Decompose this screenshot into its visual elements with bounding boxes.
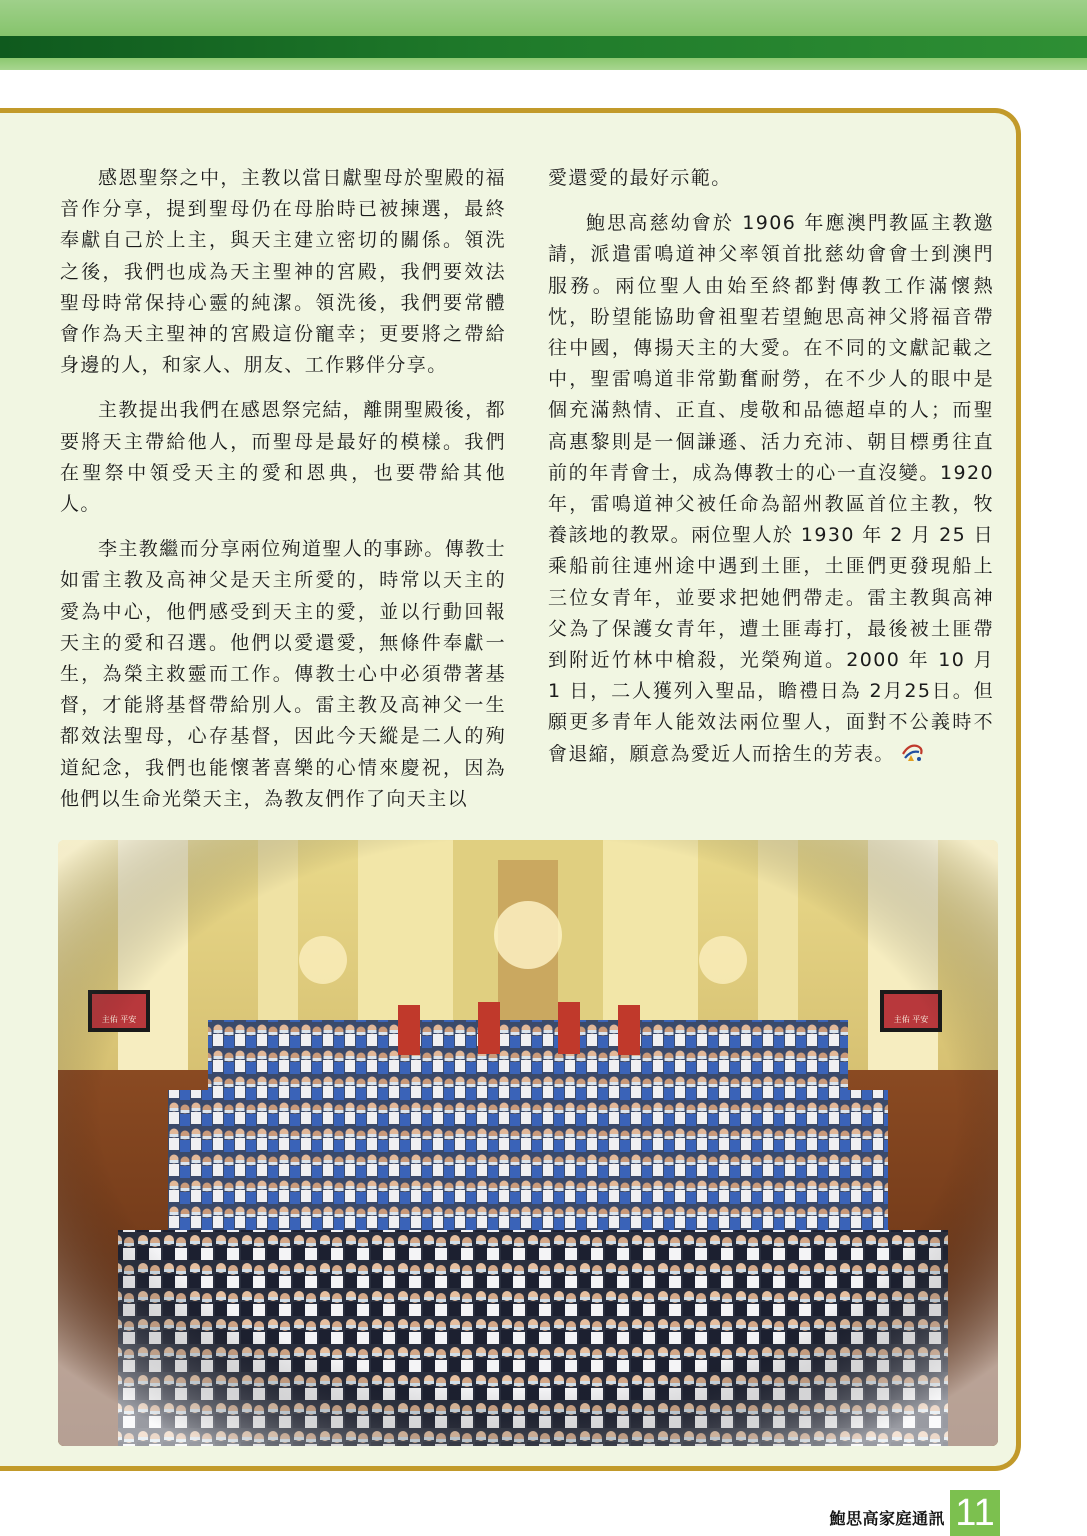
left-paragraph-3: 李主教繼而分享兩位殉道聖人的事跡。傳教士如雷主教及高神父是天主所愛的，時常以天主的愛為中心，他們感受到天主的愛，並以行動回報天主的愛和召選。他們以愛還愛，無條件奉獻一生，為榮主救靈而工作。傳教士心中必須帶著基督，才能將基督帶給別人。雷主教及高神父一生都效法聖母，心存基督，因此今天縱是二人的殉道紀念，我們也能懷著喜樂的心情來慶祝，因為他們以生命光榮天主，為教友們作了向天主以 (60, 538, 507, 810)
right-paragraph-1: 愛還愛的最好示範。 (548, 167, 732, 189)
page-number: 11 (950, 1490, 1000, 1536)
header-band-dark (0, 36, 1087, 58)
salesian-logo-icon (899, 740, 927, 764)
publication-title: 鮑思高家庭通訊 (829, 1509, 945, 1528)
right-column (548, 163, 994, 784)
church-group-photo-image (58, 840, 998, 1446)
header-band (0, 0, 1087, 70)
left-paragraph-2: 主教提出我們在感恩祭完結，離開聖殿後，都要將天主帶給他人，而聖母是最好的模樣。我們在聖祭中領受天主的愛和恩典，也要帶給其他人。 (60, 399, 507, 516)
right-paragraph-2 (548, 208, 994, 770)
header-band-light (0, 0, 1087, 36)
group-photo (58, 840, 998, 1446)
left-paragraph-1: 感恩聖祭之中，主教以當日獻聖母於聖殿的福音作分享，提到聖母仍在母胎時已被揀選，最終奉獻自己於上主，與天主建立密切的關係。領洗之後，我們也成為天主聖神的宮殿，我們要效法聖母時常保持心靈的純潔。領洗後，我們要常體會作為天主聖神的宮殿這份寵幸；更要將之帶給身邊的人，和家人、朋友、工作夥伴分享。 (60, 167, 507, 377)
left-column (60, 163, 506, 829)
right-paragraph-2-text: 鮑思高慈幼會於 1906 年應澳門教區主教邀請，派遣雷鳴道神父率領首批慈幼會會士到澳門服務。兩位聖人由始至終都對傳教工作滿懷熱忱，盼望能協助會祖聖若望鮑思高神父將福音帶往中國，傳揚天主的大愛。在不同的文獻記載之中，聖雷鳴道非常勤奮耐勞，在不少人的眼中是個充滿熱情、正直、虔敬和品德超卓的人；而聖高惠黎則是一個謙遜、活力充沛、朝目標勇往直前的年青會士，成為傳教士的心一直沒變。1920 年，雷鳴道神父被任命為韶州教區首位主教，牧養該地的教眾。兩位聖人於 1930 年 2 月 25 日乘船前往連州途中遇到土匪，土匪們更發現船上三位女青年，並要求把她們帶走。雷主教與高神父為了保護女青年，遭土匪毒打，最後被土匪帶到附近竹林中槍殺，光榮殉道。2000 年 10 月 1 日，二人獲列入聖品，瞻禮日為 2月25日。但願更多青年人能效法兩位聖人，面對不公義時不會退縮，願意為愛近人而捨生的芳表。 (548, 212, 994, 765)
header-band-light-lower (0, 58, 1087, 70)
